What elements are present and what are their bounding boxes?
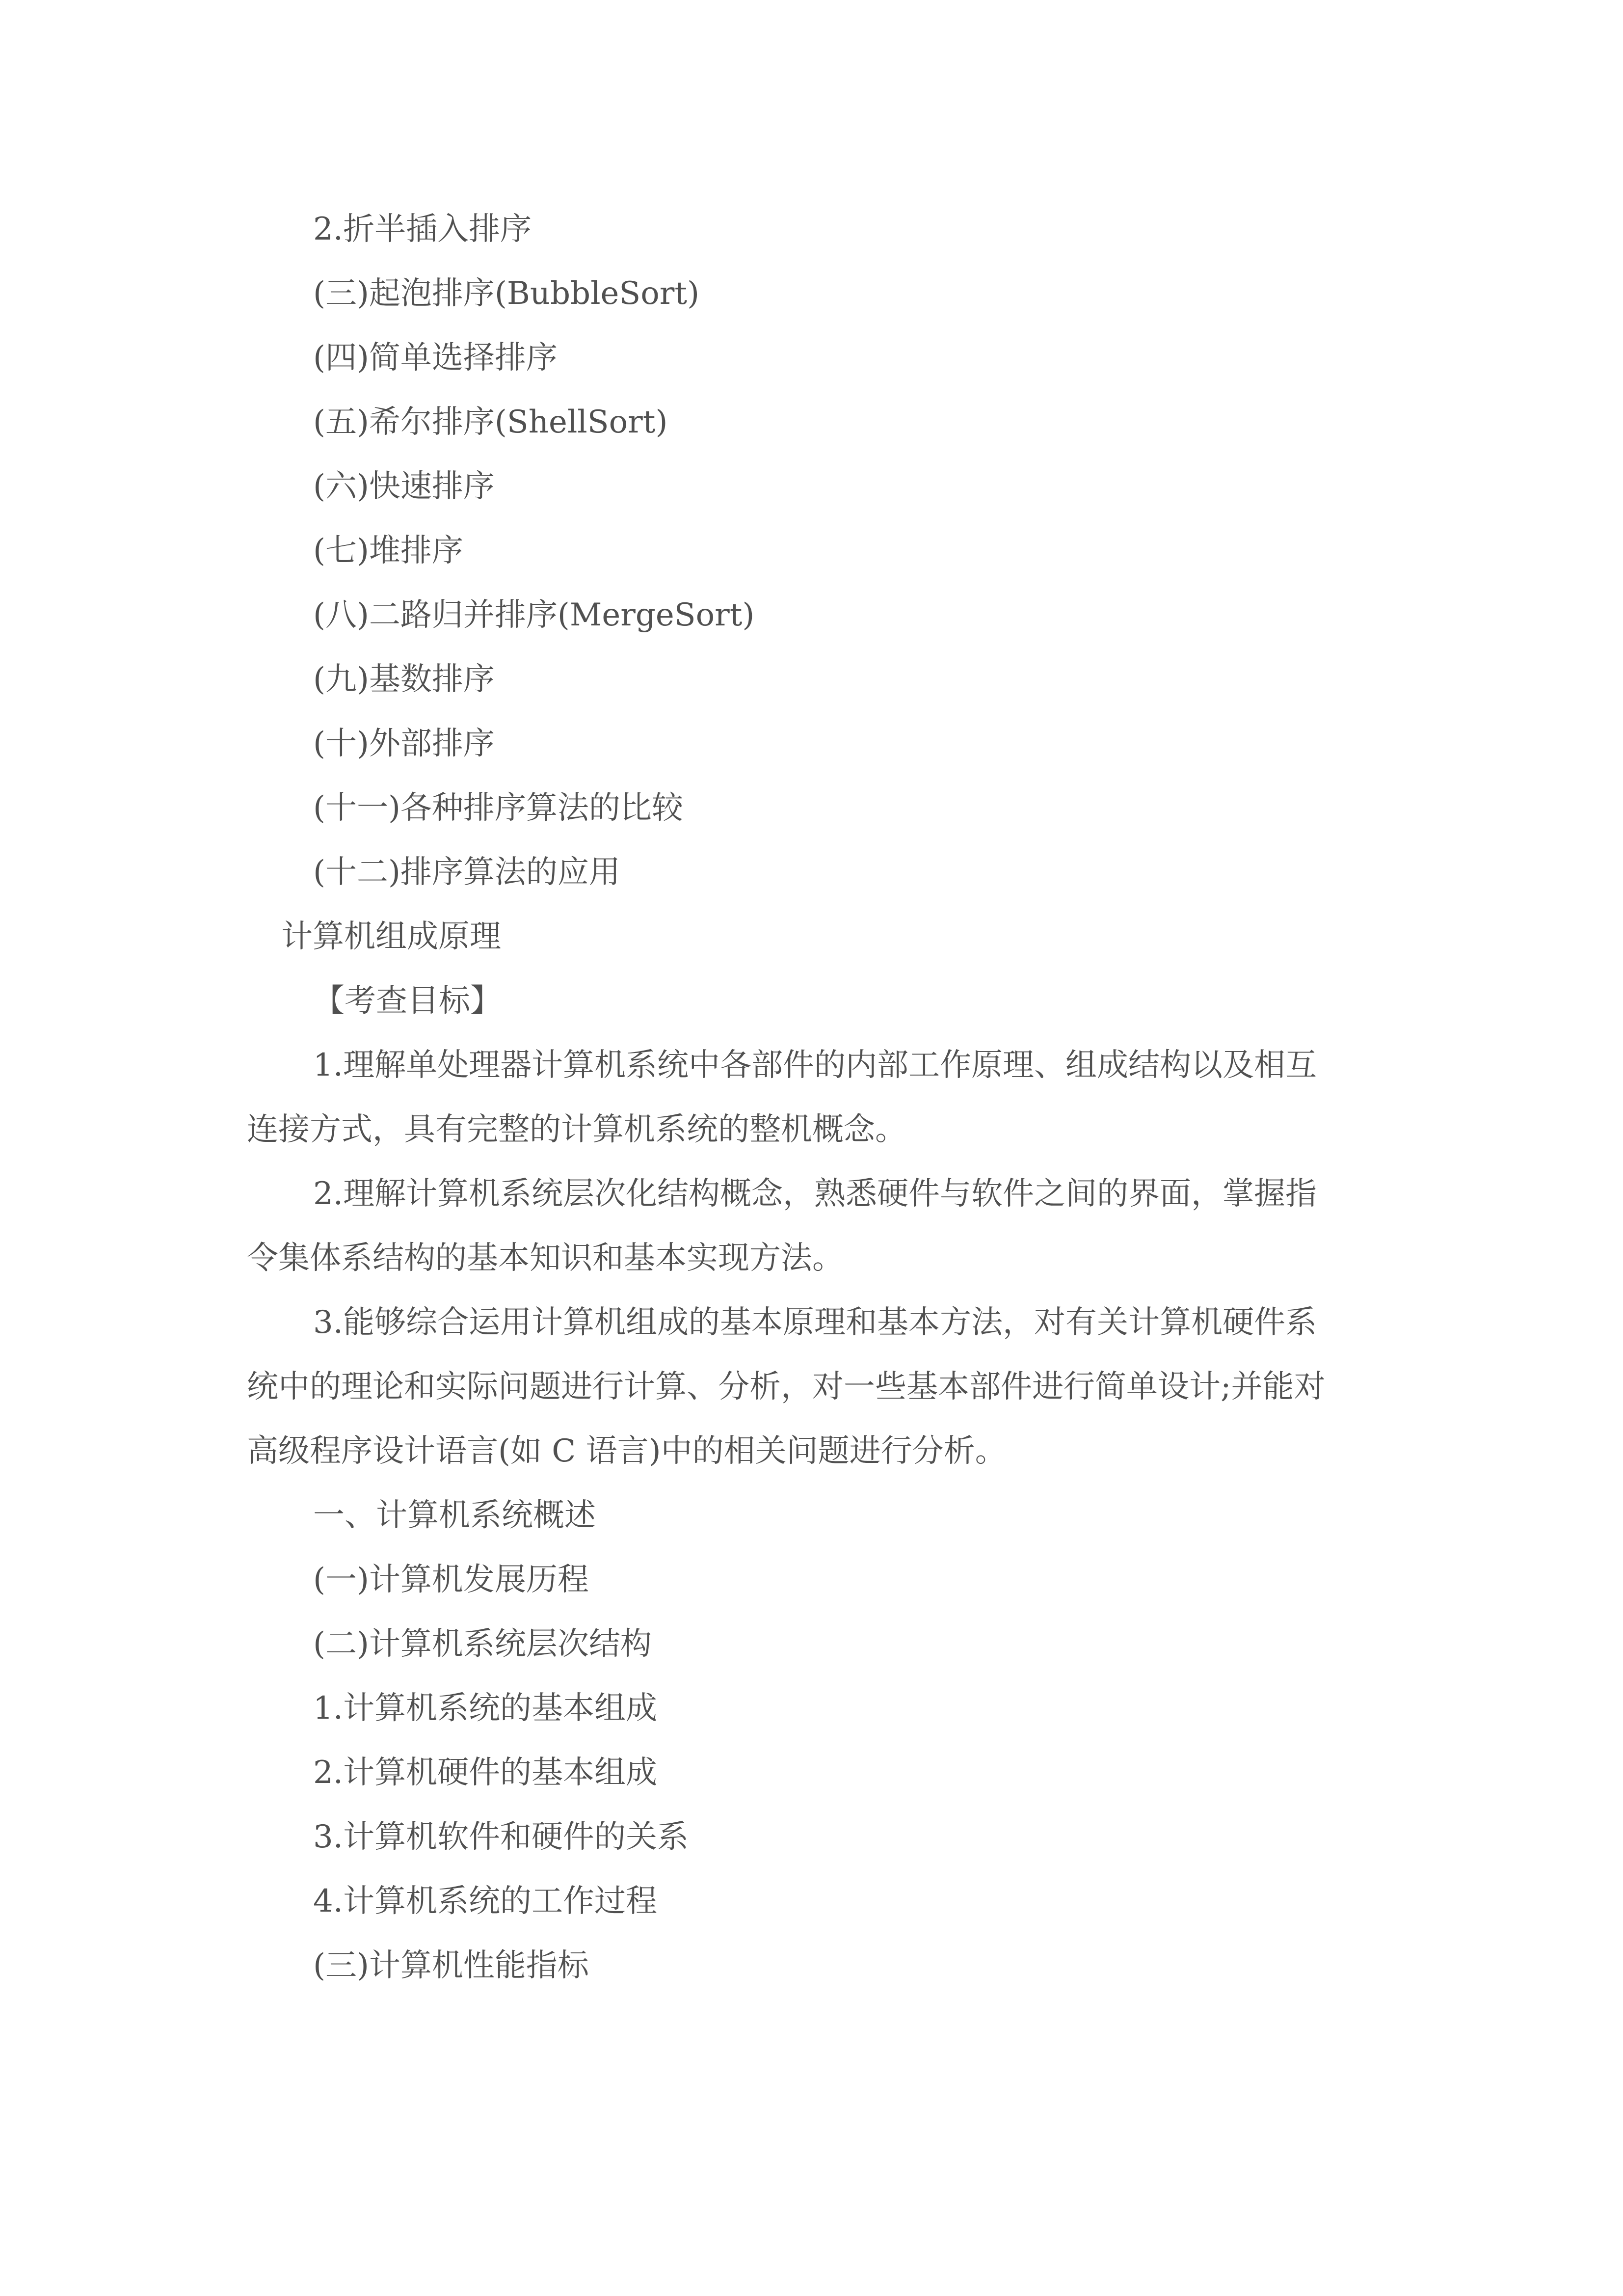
text-line: 2.折半插入排序	[313, 211, 532, 247]
text-line: (七)堆排序	[313, 533, 463, 569]
text-line: 2.理解计算机系统层次化结构概念，熟悉硬件与软件之间的界面，掌握指	[313, 1176, 1317, 1212]
text-line: 4.计算机系统的工作过程	[313, 1883, 658, 1919]
text-line: 高级程序设计语言(如 C 语言)中的相关问题进行分析。	[247, 1433, 1007, 1469]
text-line: 令集体系结构的基本知识和基本实现方法。	[247, 1240, 844, 1276]
text-line: 1.理解单处理器计算机系统中各部件的内部工作原理、组成结构以及相互	[313, 1047, 1317, 1083]
text-line: 连接方式，具有完整的计算机系统的整机概念。	[247, 1111, 906, 1148]
text-line: (六)快速排序	[313, 468, 495, 505]
text-line: (四)简单选择排序	[313, 340, 558, 376]
text-line: (十一)各种排序算法的比较	[313, 790, 683, 826]
text-line: 统中的理论和实际问题进行计算、分析，对一些基本部件进行简单设计;并能对	[247, 1369, 1326, 1405]
text-line: (三)计算机性能指标	[313, 1947, 589, 1984]
section-label: 【考查目标】	[313, 983, 502, 1019]
text-line: (二)计算机系统层次结构	[313, 1626, 652, 1662]
text-line: 一、计算机系统概述	[313, 1497, 596, 1534]
text-line: (一)计算机发展历程	[313, 1562, 589, 1598]
text-line: 3.计算机软件和硬件的关系	[313, 1819, 689, 1855]
text-line: (八)二路归并排序(MergeSort)	[313, 597, 755, 633]
text-line: (十二)排序算法的应用	[313, 854, 620, 891]
text-line: 2.计算机硬件的基本组成	[313, 1755, 658, 1791]
text-line: (五)希尔排序(ShellSort)	[313, 404, 668, 440]
text-line: 1.计算机系统的基本组成	[313, 1690, 658, 1727]
text-line: (十)外部排序	[313, 726, 495, 762]
text-line: (三)起泡排序(BubbleSort)	[313, 275, 700, 312]
text-line: (九)基数排序	[313, 661, 495, 698]
text-line: 3.能够综合运用计算机组成的基本原理和基本方法，对有关计算机硬件系	[313, 1304, 1317, 1341]
section-heading: 计算机组成原理	[281, 918, 501, 955]
